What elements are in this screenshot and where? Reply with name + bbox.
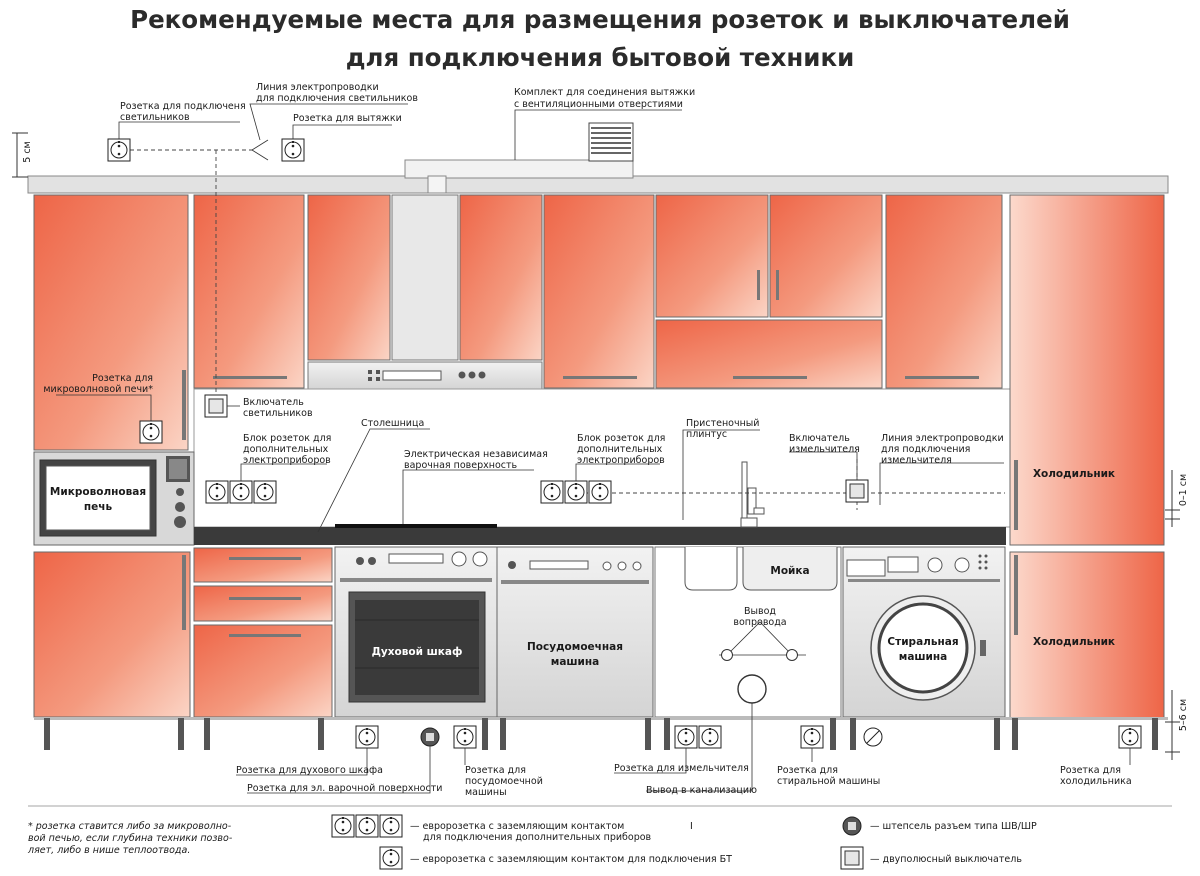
switch-washer-plinth bbox=[864, 728, 882, 746]
svg-text:0–1 см: 0–1 см bbox=[1178, 473, 1189, 507]
cornice bbox=[28, 160, 1168, 193]
label-socket-block-left-2: дополнительных bbox=[243, 444, 329, 455]
water-outlet-label-2: вопровода bbox=[733, 617, 787, 628]
dimension-5-6cm bbox=[1165, 690, 1189, 760]
label-plinth-1: Пристеночный bbox=[686, 418, 760, 429]
label-sewer-outlet: Вывод в канализацию bbox=[646, 785, 757, 796]
legend-plug: — штепсель разъем типа ШВ/ШР bbox=[870, 821, 1037, 832]
microwave bbox=[34, 452, 194, 545]
label-wiring-chopper-3: измельчителя bbox=[881, 455, 952, 466]
footnote-line-3: ляет, либо в нише теплоотвода. bbox=[28, 845, 191, 856]
label-washer-socket-1: Розетка для bbox=[777, 765, 838, 776]
label-socket-block-right-2: дополнительных bbox=[577, 444, 663, 455]
legend-plug-icon bbox=[843, 817, 861, 835]
label-lamp-switch-1: Включатель bbox=[243, 397, 304, 408]
sink-cabinet bbox=[655, 547, 841, 717]
legend-single-socket: — евророзетка с заземляющим контактом для подключения БТ bbox=[410, 854, 732, 865]
label-hob-1: Электрическая независимая bbox=[404, 449, 548, 460]
microwave-label-2: печь bbox=[83, 501, 113, 513]
label-socket-block-left-1: Блок розеток для bbox=[243, 433, 332, 444]
washing-machine bbox=[843, 547, 1005, 717]
legend-single-socket-icon bbox=[380, 847, 402, 869]
socket-washer bbox=[801, 726, 823, 748]
water-outlet-label-1: Вывод bbox=[744, 606, 776, 617]
title-line-2: для подключения бытовой техники bbox=[345, 43, 855, 72]
oven-label: Духовой шкаф bbox=[371, 646, 463, 658]
socket-microwave bbox=[140, 421, 162, 443]
dishwasher bbox=[497, 547, 653, 717]
label-microwave-socket-2: микроволновой печи* bbox=[43, 384, 153, 395]
socket-block-left bbox=[206, 481, 276, 503]
label-wiring-lamps-1: Линия электропроводки bbox=[256, 82, 379, 93]
socket-fridge bbox=[1119, 726, 1141, 748]
label-hood-kit-2: с вентиляционными отверстиями bbox=[514, 99, 683, 110]
label-countertop: Столешница bbox=[361, 418, 425, 429]
label-lamp-socket-1: Розетка для подключеня bbox=[120, 101, 246, 112]
title-line-1: Рекомендуемые места для размещения розеток и выключателей bbox=[130, 5, 1070, 34]
label-socket-block-right-1: Блок розеток для bbox=[577, 433, 666, 444]
label-oven-socket: Розетка для духового шкафа bbox=[236, 765, 383, 776]
label-dishwasher-socket-1: Розетка для bbox=[465, 765, 526, 776]
socket-oven bbox=[356, 726, 378, 748]
label-lamp-socket-2: светильников bbox=[120, 112, 190, 123]
washer-label-2: машина bbox=[898, 651, 948, 663]
footnote-line-1: * розетка ставится либо за микроволно- bbox=[28, 821, 232, 832]
label-fridge-socket-2: холодильника bbox=[1060, 776, 1132, 787]
label-socket-block-left-3: электроприборов bbox=[243, 455, 331, 466]
label-hood-socket: Розетка для вытяжки bbox=[293, 113, 402, 124]
label-dishwasher-socket-3: машины bbox=[465, 787, 507, 798]
switch-chopper bbox=[846, 480, 868, 502]
label-hob-socket: Розетка для эл. варочной поверхности bbox=[247, 783, 443, 794]
label-lamp-switch-2: светильников bbox=[243, 408, 313, 419]
switch-lamps bbox=[205, 395, 227, 417]
dishwasher-label-1: Посудомоечная bbox=[527, 641, 623, 653]
hob-surface bbox=[335, 524, 497, 528]
plug-hob bbox=[421, 728, 439, 746]
fridge-top-label: Холодильник bbox=[1032, 468, 1116, 480]
label-microwave-socket-1: Розетка для bbox=[92, 373, 153, 384]
legend-switch-icon bbox=[841, 847, 863, 869]
label-plinth-2: плинтус bbox=[686, 429, 728, 440]
label-wiring-lamps-2: для подключения светильников bbox=[256, 93, 418, 104]
label-hob-2: варочная поверхность bbox=[404, 460, 518, 471]
svg-text:5 см: 5 см bbox=[22, 141, 33, 163]
dimension-0-1cm bbox=[1165, 470, 1189, 527]
countertop bbox=[194, 527, 1006, 545]
label-wiring-chopper-1: Линия электропроводки bbox=[881, 433, 1004, 444]
sink-label: Мойка bbox=[770, 565, 810, 577]
washer-label-1: Стиральная bbox=[887, 636, 959, 648]
microwave-label-1: Микроволновая bbox=[49, 486, 147, 498]
legend-multi-socket-2: для подключения дополнительных приборов bbox=[423, 832, 652, 843]
legend-switch: — двуполюсный выключатель bbox=[870, 854, 1022, 865]
label-socket-block-right-3: электроприборов bbox=[577, 455, 665, 466]
socket-dishwasher bbox=[454, 726, 476, 748]
fridge bbox=[1010, 195, 1164, 718]
socket-block-right bbox=[541, 481, 611, 503]
fridge-bottom-label: Холодильник bbox=[1032, 636, 1116, 648]
lower-cabinets-left bbox=[34, 548, 332, 717]
legend-multi-socket-1: — евророзетка с заземляющим контактом bbox=[410, 821, 625, 832]
dishwasher-label-2: машина bbox=[550, 656, 600, 668]
legend-stray-mark: I bbox=[690, 821, 693, 832]
legend-multi-socket-icon bbox=[332, 815, 402, 837]
oven bbox=[335, 547, 497, 717]
label-wiring-chopper-2: для подключения bbox=[881, 444, 971, 455]
label-fridge-socket-1: Розетка для bbox=[1060, 765, 1121, 776]
label-chopper-socket: Розетка для измельчителя bbox=[614, 763, 749, 774]
svg-text:5–6 см: 5–6 см bbox=[1178, 698, 1189, 732]
label-hood-kit-1: Комплект для соединения вытяжки bbox=[514, 87, 696, 98]
dimension-5cm bbox=[12, 133, 33, 177]
label-dishwasher-socket-2: посудомоечной bbox=[465, 776, 543, 787]
label-washer-socket-2: стиральной машины bbox=[777, 776, 881, 787]
label-chopper-switch-2: измельчителя bbox=[789, 444, 860, 455]
footnote-line-2: вой печью, если глубина техники позво- bbox=[28, 833, 233, 844]
socket-hood bbox=[282, 139, 304, 161]
plinth bbox=[34, 717, 1168, 750]
label-chopper-switch-1: Включатель bbox=[789, 433, 850, 444]
socket-lamp bbox=[108, 139, 130, 161]
